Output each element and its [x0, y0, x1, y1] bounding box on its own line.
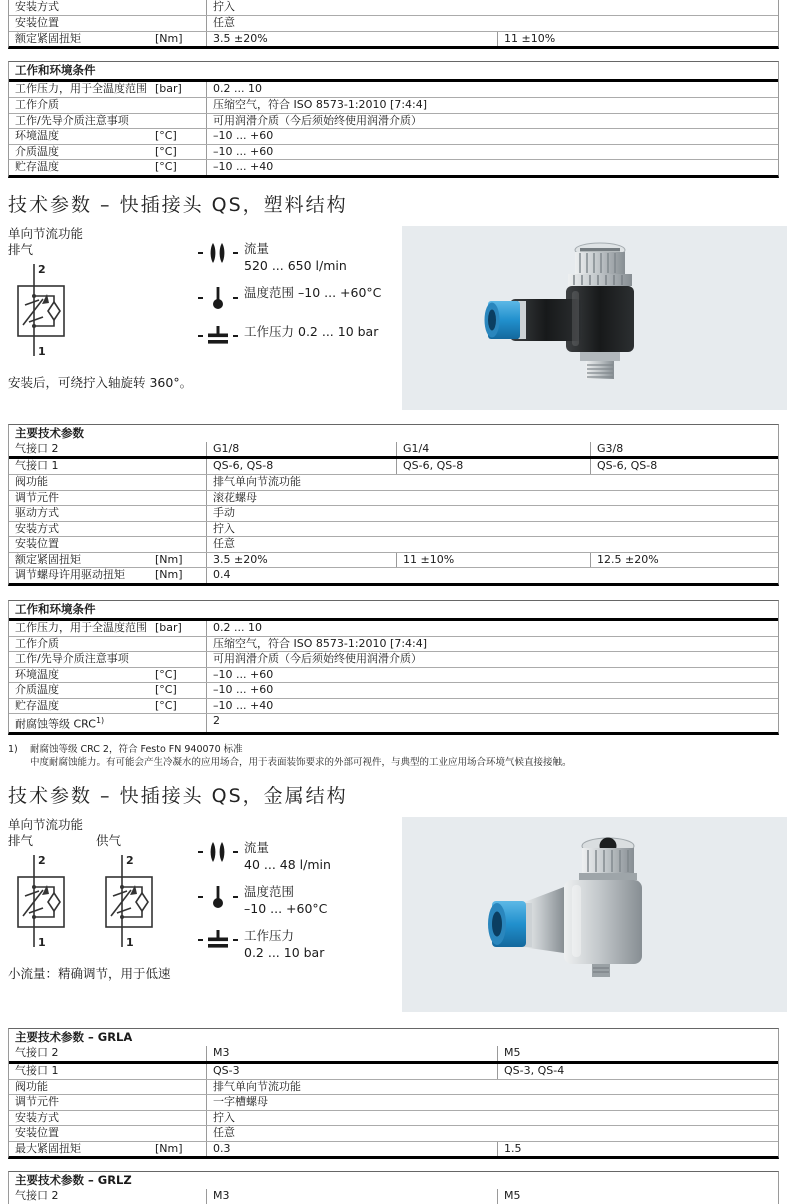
row-unit: [°C]	[155, 698, 177, 712]
pressure-icon	[198, 927, 244, 954]
footnote	[8, 743, 790, 769]
table-row	[9, 505, 778, 521]
row-label: 环境温度	[15, 667, 59, 681]
flow-icon	[198, 839, 244, 866]
row-label: 工作压力，用于全温度范围	[15, 82, 147, 95]
port-top-label: 2	[38, 854, 46, 868]
top-parameters-table	[8, 0, 779, 49]
section-heading-metal: 技术参数 – 快插接头 QS，金属结构	[8, 785, 348, 808]
footnote-line2: 中度耐腐蚀能力。有可能会产生冷凝水的应用场合，用于表面装饰要求的外部可视件，与典型的工业应用场合环境气候直接接触。	[30, 757, 572, 769]
spec-flow	[198, 839, 398, 873]
table-row	[9, 667, 778, 683]
table-cell: 0.3	[206, 1142, 497, 1157]
table-cell: –10 ... +60	[206, 683, 778, 698]
row-label: 工作介质	[15, 636, 59, 650]
row-label: 驱动方式	[15, 506, 59, 519]
table-row	[9, 0, 778, 15]
table-row	[9, 113, 778, 129]
spec-pressure	[198, 927, 398, 961]
row-unit: [Nm]	[155, 31, 183, 45]
port-top-label: 2	[126, 854, 134, 868]
row-label: 安装位置	[15, 1126, 59, 1140]
table-cell: 压缩空气，符合 ISO 8573-1:2010 [7:4:4]	[206, 98, 778, 113]
row-label: 工作压力，用于全温度范围	[15, 620, 147, 634]
row-unit: [°C]	[155, 160, 177, 173]
table-cell: 拧入	[206, 0, 778, 15]
row-unit: [Nm]	[155, 1141, 183, 1155]
row-label: 气接口 2	[15, 441, 59, 455]
port-bottom-label: 1	[38, 936, 46, 950]
table-row	[9, 621, 778, 636]
table-cell: –10 ... +60	[206, 129, 778, 144]
row-label: 调节元件	[15, 1095, 59, 1109]
table-cell: QS-6, QS-8	[396, 459, 590, 474]
row-label: 气接口 2	[15, 1189, 59, 1203]
table-cell: 排气单向节流功能	[206, 1080, 778, 1095]
spec-value: 0.2 ... 10 bar	[298, 323, 379, 339]
table-cell: QS-6, QS-8	[590, 459, 778, 474]
table-title: 主要技术参数 – GRLA	[15, 1030, 133, 1045]
row-label: 额定紧固扭矩	[15, 31, 81, 45]
table-cell: 0.2 ... 10	[206, 621, 778, 636]
table-cell: QS-3, QS-4	[497, 1064, 778, 1079]
table-cell: G1/4	[396, 442, 590, 457]
spec-value: –10 ... +60°C	[244, 901, 328, 917]
table-cell: 可用润滑介质（今后须始终使用润滑介质）	[206, 652, 778, 667]
pneumatic-schematic-exhaust	[8, 851, 80, 951]
table-head-row	[9, 1189, 778, 1204]
row-label: 额定紧固扭矩	[15, 552, 81, 566]
function-label: 单向节流功能	[8, 817, 84, 833]
table-cell: 3.5 ±20%	[206, 553, 396, 568]
table-cell: 1.5	[497, 1142, 778, 1157]
spec-label: 工作压力	[244, 928, 295, 944]
thermometer-icon	[198, 883, 244, 912]
row-label: 安装位置	[15, 537, 59, 550]
table-row	[9, 682, 778, 698]
metal-fitting-illustration	[480, 829, 710, 1001]
row-label: 工作介质	[15, 98, 59, 111]
spec-label: 工作压力	[244, 323, 295, 339]
table-cell: –10 ... +60	[206, 145, 778, 160]
row-unit: [°C]	[155, 667, 177, 681]
table-title: 工作和环境条件	[9, 601, 778, 621]
env-conditions-table-1	[8, 61, 779, 178]
table-row	[9, 521, 778, 537]
table-cell: M5	[497, 1046, 778, 1061]
spec-value: 40 ... 48 l/min	[244, 857, 331, 873]
pressure-icon	[198, 323, 244, 350]
spec-value: 0.2 ... 10 bar	[244, 945, 325, 961]
table-row	[9, 128, 778, 144]
table-title: 主要技术参数	[15, 425, 84, 440]
table-row	[9, 31, 778, 47]
grla-parameters-table	[8, 1028, 779, 1159]
env-conditions-table-2	[8, 600, 779, 736]
plastic-fitting-illustration	[480, 235, 710, 400]
table-cell: M5	[497, 1189, 778, 1204]
spec-label: 流量	[244, 840, 270, 856]
row-unit: [°C]	[155, 683, 177, 696]
spec-temperature	[198, 284, 398, 313]
table-cell: M3	[206, 1046, 497, 1061]
table-cell: 任意	[206, 1126, 778, 1141]
spec-value: 520 ... 650 l/min	[244, 257, 347, 273]
table-row	[9, 698, 778, 714]
flow-icon	[198, 240, 244, 267]
table-cell: –10 ... +60	[206, 668, 778, 683]
row-label: 气接口 1	[15, 1063, 59, 1077]
table-row	[9, 459, 778, 474]
grlz-parameters-table	[8, 1171, 779, 1204]
variant-label-exhaust: 排气	[8, 833, 34, 849]
table-title: 主要技术参数 – GRLZ	[15, 1173, 132, 1188]
spec-value: –10 ... +60°C	[298, 284, 382, 300]
table-row	[9, 552, 778, 568]
pneumatic-schematic-supply	[96, 851, 168, 951]
table-row	[9, 567, 778, 583]
table-row	[9, 1141, 778, 1157]
row-label: 安装位置	[15, 16, 59, 29]
mounting-note: 安装后，可绕拧入轴旋转 360°。	[8, 374, 193, 390]
table-cell: G3/8	[590, 442, 778, 457]
row-label: 阀功能	[15, 475, 48, 488]
table-row	[9, 651, 778, 667]
table-row	[9, 1094, 778, 1110]
row-label: 耐腐蚀等级 CRC	[15, 717, 96, 731]
table-head-row	[9, 442, 778, 460]
row-label: 介质温度	[15, 144, 59, 158]
main-parameters-table	[8, 424, 779, 586]
footnote-marker-sup: 1)	[95, 716, 105, 725]
table-cell: 0.4	[206, 568, 778, 583]
table-row	[9, 159, 778, 175]
row-unit: [bar]	[155, 620, 182, 634]
row-label: 安装方式	[15, 521, 59, 535]
table-cell: 拧入	[206, 522, 778, 537]
table-row	[9, 144, 778, 160]
table-cell: 0.2 ... 10	[206, 82, 778, 97]
table-cell: QS-6, QS-8	[206, 459, 396, 474]
row-unit: [bar]	[155, 82, 182, 95]
table-cell: 压缩空气，符合 ISO 8573-1:2010 [7:4:4]	[206, 637, 778, 652]
row-label: 安装方式	[15, 0, 59, 13]
spec-flow	[198, 240, 398, 274]
table-row	[9, 474, 778, 490]
metal-diagram-section	[8, 817, 790, 1012]
plastic-diagram-section	[8, 226, 790, 410]
spec-label: 温度范围	[244, 884, 295, 900]
table-cell: –10 ... +40	[206, 160, 778, 175]
port-top-label: 2	[38, 262, 46, 276]
row-unit: [Nm]	[155, 552, 183, 566]
function-label: 单向节流功能	[8, 225, 84, 241]
row-label: 工作/先导介质注意事项	[15, 652, 129, 665]
row-label: 介质温度	[15, 683, 59, 696]
row-unit: [Nm]	[155, 568, 183, 581]
table-cell: 任意	[206, 537, 778, 552]
spec-pressure	[198, 323, 398, 350]
table-cell: 可用润滑介质（今后须始终使用润滑介质）	[206, 114, 778, 129]
table-row	[9, 82, 778, 97]
table-head-row	[9, 1046, 778, 1064]
table-row	[9, 490, 778, 506]
table-cell: 滚花螺母	[206, 491, 778, 506]
table-row	[9, 97, 778, 113]
table-cell: 任意	[206, 16, 778, 31]
table-cell: 11 ±10%	[497, 32, 778, 47]
footnote-line1: 耐腐蚀等级 CRC 2，符合 Festo FN 940070 标准	[30, 744, 243, 756]
table-cell: QS-3	[206, 1064, 497, 1079]
table-cell: 一字槽螺母	[206, 1095, 778, 1110]
port-bottom-label: 1	[126, 936, 134, 950]
table-row	[9, 713, 778, 732]
spec-label: 流量	[244, 240, 270, 256]
table-cell: G1/8	[206, 442, 396, 457]
spec-temperature	[198, 883, 398, 917]
row-label: 气接口 2	[15, 1046, 59, 1060]
variant-label-supply: 供气	[96, 833, 122, 849]
row-label: 阀功能	[15, 1079, 48, 1093]
row-label: 贮存温度	[15, 698, 59, 712]
table-row	[9, 1079, 778, 1095]
table-cell: 3.5 ±20%	[206, 32, 497, 47]
table-row	[9, 1125, 778, 1141]
table-title: 工作和环境条件	[9, 62, 778, 82]
table-row	[9, 15, 778, 31]
row-label: 气接口 1	[15, 459, 59, 472]
row-label: 环境温度	[15, 129, 59, 142]
table-cell: M3	[206, 1189, 497, 1204]
table-cell: 12.5 ±20%	[590, 553, 778, 568]
port-bottom-label: 1	[38, 344, 46, 358]
flow-note: 小流量：精确调节，用于低速	[8, 966, 171, 982]
product-photo-metal	[402, 817, 787, 1012]
table-cell: 手动	[206, 506, 778, 521]
table-cell: 拧入	[206, 1111, 778, 1126]
table-cell: 11 ±10%	[396, 553, 590, 568]
table-row	[9, 636, 778, 652]
table-row	[9, 1064, 778, 1079]
footnote-marker: 1)	[8, 744, 18, 756]
product-photo-plastic	[402, 226, 787, 410]
table-cell: 2	[206, 714, 778, 732]
section-heading-plastic: 技术参数 – 快插接头 QS，塑料结构	[8, 193, 348, 216]
row-label: 安装方式	[15, 1110, 59, 1124]
variant-label: 排气	[8, 241, 34, 257]
spec-label: 温度范围	[244, 284, 295, 300]
table-cell: 排气单向节流功能	[206, 475, 778, 490]
row-label: 贮存温度	[15, 160, 59, 173]
table-row	[9, 1110, 778, 1126]
thermometer-icon	[198, 284, 244, 313]
row-label: 调节螺母许用驱动扭矩	[15, 568, 125, 581]
row-unit: [°C]	[155, 144, 177, 158]
row-label: 最大紧固扭矩	[15, 1141, 81, 1155]
table-cell: –10 ... +40	[206, 699, 778, 714]
pneumatic-schematic	[8, 260, 80, 360]
row-label: 调节元件	[15, 490, 59, 504]
row-label: 工作/先导介质注意事项	[15, 113, 129, 127]
table-row	[9, 536, 778, 552]
row-unit: [°C]	[155, 129, 177, 142]
